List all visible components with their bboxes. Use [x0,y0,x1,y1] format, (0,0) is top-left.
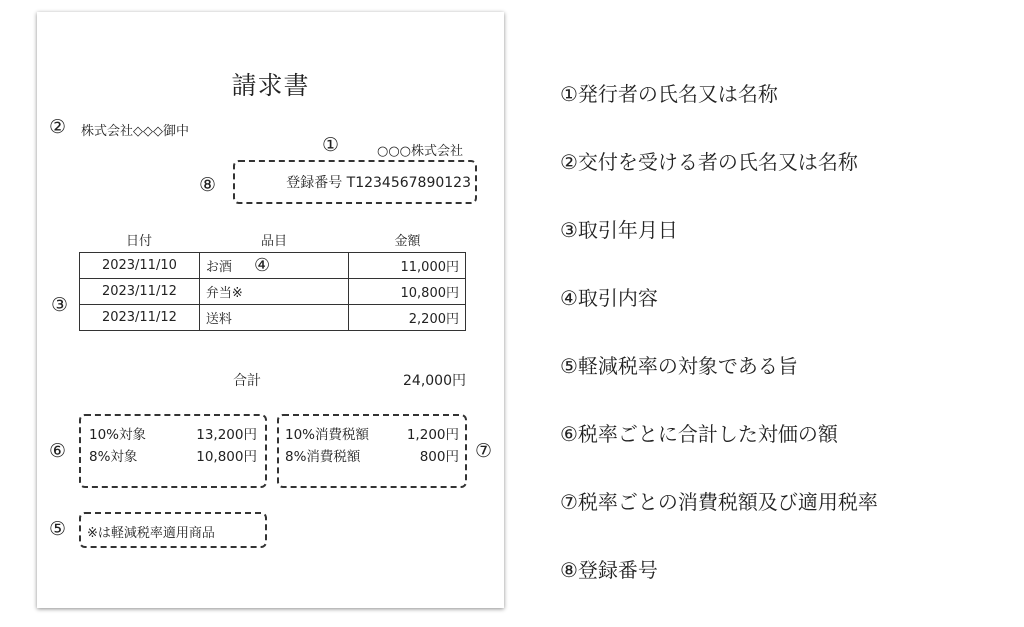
legend-item: ⑦税率ごとの消費税額及び適用税率 [560,490,878,514]
table-row [80,279,466,305]
tax-target-row [89,446,257,468]
legend-item: ③取引年月日 [560,218,678,242]
header-amount: 金額 [394,234,421,249]
tax-amounts-box [277,414,467,488]
legend-item: ①発行者の氏名又は名称 [560,82,778,106]
header-item: 品目 [260,234,287,249]
marker-issuer: ① [322,134,340,156]
tax-amount-label: 8%消費税額 [285,449,361,465]
total-label: 合計 [233,373,261,389]
marker-recipient: ② [49,116,67,138]
tax-amount-row [285,424,459,446]
total-value: 24,000円 [403,373,466,389]
invoice-paper [37,12,504,608]
tax-amount-value: 1,200円 [406,427,459,443]
tax-target-label: 8%対象 [89,449,138,465]
marker-item: ④ [253,255,271,276]
legend-item: ⑤軽減税率の対象である旨 [560,354,798,378]
row-date: 2023/11/12 [80,305,200,331]
table-row [80,305,466,331]
legend-item: ⑥税率ごとに合計した対価の額 [560,422,838,446]
tax-target-value: 13,200円 [196,427,257,443]
row-item-cell [199,253,348,279]
row-item: 送料 [199,305,348,331]
row-amount: 10,800円 [349,279,466,305]
row-amount: 2,200円 [349,305,466,331]
legend-item: ④取引内容 [560,286,658,310]
tax-targets-box [79,414,267,488]
issuer-name: ○○○株式会社 [377,144,464,159]
marker-tax-amounts: ⑦ [475,440,493,462]
invoice-title: 請求書 [231,71,310,100]
table-row [80,253,466,279]
reduced-note-box [79,512,267,548]
tax-target-row [89,424,257,446]
row-date: 2023/11/12 [80,279,200,305]
legend-item: ⑧登録番号 [560,558,658,582]
tax-target-label: 10%対象 [89,427,147,443]
reduced-note-text: ※は軽減税率適用商品 [87,526,215,541]
tax-amount-row [285,446,459,468]
row-amount: 11,000円 [349,253,466,279]
recipient-name: 株式会社◇◇◇御中 [81,124,189,139]
registration-number: 登録番号 T1234567890123 [286,175,471,191]
row-item: お酒 [205,260,232,275]
marker-reduced-note: ⑤ [49,518,67,540]
items-table [79,252,466,331]
tax-amount-value: 800円 [419,449,459,465]
header-date: 日付 [125,234,152,249]
legend-item: ②交付を受ける者の氏名又は名称 [560,150,858,174]
tax-amount-label: 10%消費税額 [285,427,370,443]
row-item: 弁当※ [199,279,348,305]
registration-box [233,160,477,204]
row-date: 2023/11/10 [80,253,200,279]
marker-registration: ⑧ [199,174,217,196]
marker-date: ③ [51,294,69,316]
marker-tax-targets: ⑥ [49,440,67,462]
tax-target-value: 10,800円 [196,449,257,465]
